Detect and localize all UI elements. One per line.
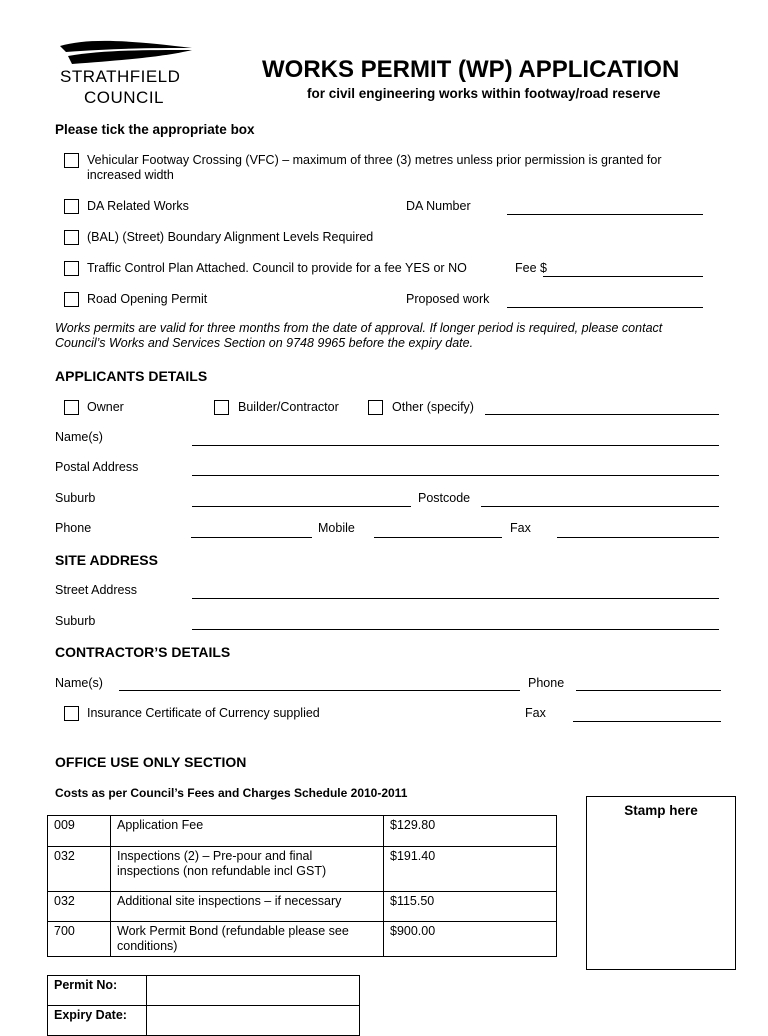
applicant-phone-label: Phone [55, 521, 92, 535]
permit-no-label: Permit No: [48, 976, 147, 1006]
page-subtitle: for civil engineering works within footway/road reserve [307, 86, 661, 101]
fee-description: Inspections (2) – Pre-pour and final inspections (non refundable incl GST) [111, 847, 384, 892]
expiry-date-label: Expiry Date: [48, 1006, 147, 1036]
table-row [48, 892, 557, 922]
proposed-work-field[interactable] [507, 307, 703, 308]
insurance-checkbox[interactable] [64, 706, 79, 721]
site-suburb-label: Suburb [55, 614, 96, 628]
contractor-heading: CONTRACTOR’S DETAILS [55, 644, 231, 660]
stamp-box [586, 796, 736, 970]
builder-label: Builder/Contractor [238, 400, 339, 414]
expiry-date-field[interactable] [147, 1006, 360, 1036]
street-address-label: Street Address [55, 583, 137, 597]
contractor-phone-field[interactable] [576, 690, 721, 691]
stamp-label: Stamp here [624, 803, 698, 818]
table-row [48, 816, 557, 847]
table-row [48, 922, 557, 957]
fee-label: Fee $ [515, 261, 547, 275]
council-logo-swoosh [58, 38, 194, 68]
contractor-fax-field[interactable] [573, 721, 721, 722]
tick-heading: Please tick the appropriate box [55, 122, 255, 137]
road-opening-label: Road Opening Permit [87, 292, 208, 306]
fee-description: Work Permit Bond (refundable please see conditions) [111, 922, 384, 957]
contractor-names-field[interactable] [119, 690, 520, 691]
street-address-field[interactable] [192, 598, 719, 599]
applicant-suburb-label: Suburb [55, 491, 96, 505]
contractor-fax-label: Fax [525, 706, 546, 720]
mobile-label: Mobile [318, 521, 355, 535]
site-suburb-field[interactable] [192, 629, 719, 630]
fee-amount: $900.00 [384, 922, 557, 957]
table-row [48, 976, 360, 1006]
da-related-checkbox[interactable] [64, 199, 79, 214]
table-row [48, 847, 557, 892]
insurance-label: Insurance Certificate of Currency supplied [87, 706, 320, 720]
logo-text-strathfield: STRATHFIELD [60, 67, 181, 86]
applicant-phone-field[interactable] [191, 537, 312, 538]
fee-code: 032 [48, 847, 111, 892]
permit-table [47, 975, 360, 1036]
applicant-fax-field[interactable] [557, 537, 719, 538]
fees-table [47, 815, 557, 957]
contractor-names-label: Name(s) [55, 676, 103, 690]
fee-amount: $191.40 [384, 847, 557, 892]
applicant-names-field[interactable] [192, 445, 719, 446]
owner-checkbox[interactable] [64, 400, 79, 415]
bal-label: (BAL) (Street) Boundary Alignment Levels Required [87, 230, 374, 244]
permit-no-field[interactable] [147, 976, 360, 1006]
postcode-field[interactable] [481, 506, 719, 507]
fee-description: Application Fee [111, 816, 384, 847]
bal-checkbox[interactable] [64, 230, 79, 245]
applicant-fax-label: Fax [510, 521, 531, 535]
applicant-suburb-field[interactable] [192, 506, 411, 507]
postcode-label: Postcode [418, 491, 471, 505]
validity-note: Works permits are valid for three months from the date of approval. If longer period is required, please contact Council’s Works and Services Section on 9748 9965 before the expiry date. [55, 321, 663, 350]
other-checkbox[interactable] [368, 400, 383, 415]
fee-code: 009 [48, 816, 111, 847]
office-heading: OFFICE USE ONLY SECTION [55, 754, 247, 770]
traffic-checkbox[interactable] [64, 261, 79, 276]
fee-field[interactable] [543, 276, 703, 277]
contractor-phone-label: Phone [528, 676, 565, 690]
mobile-field[interactable] [374, 537, 502, 538]
fee-amount: $129.80 [384, 816, 557, 847]
vfc-checkbox[interactable] [64, 153, 79, 168]
owner-label: Owner [87, 400, 124, 414]
other-label: Other (specify) [392, 400, 474, 414]
applicant-names-label: Name(s) [55, 430, 103, 444]
proposed-work-label: Proposed work [406, 292, 490, 306]
vfc-label: Vehicular Footway Crossing (VFC) – maximum of three (3) metres unless prior permission is granted for [87, 153, 662, 167]
da-related-label: DA Related Works [87, 199, 189, 213]
traffic-label: Traffic Control Plan Attached. Council to provide for a fee YES or NO [87, 261, 467, 275]
builder-checkbox[interactable] [214, 400, 229, 415]
logo-text-council: COUNCIL [84, 88, 165, 107]
postal-address-field[interactable] [192, 475, 719, 476]
postal-address-label: Postal Address [55, 460, 139, 474]
fee-amount: $115.50 [384, 892, 557, 922]
site-heading: SITE ADDRESS [55, 552, 158, 568]
road-opening-checkbox[interactable] [64, 292, 79, 307]
table-row [48, 1006, 360, 1036]
applicants-heading: APPLICANTS DETAILS [55, 368, 208, 384]
costs-heading: Costs as per Council’s Fees and Charges Schedule 2010-2011 [55, 786, 408, 800]
da-number-label: DA Number [406, 199, 471, 213]
fee-code: 032 [48, 892, 111, 922]
page-title: WORKS PERMIT (WP) APPLICATION [262, 56, 680, 83]
fee-description: Additional site inspections – if necessary [111, 892, 384, 922]
fee-code: 700 [48, 922, 111, 957]
vfc-label-cont: increased width [87, 168, 174, 182]
other-specify-field[interactable] [485, 414, 719, 415]
da-number-field[interactable] [507, 214, 703, 215]
